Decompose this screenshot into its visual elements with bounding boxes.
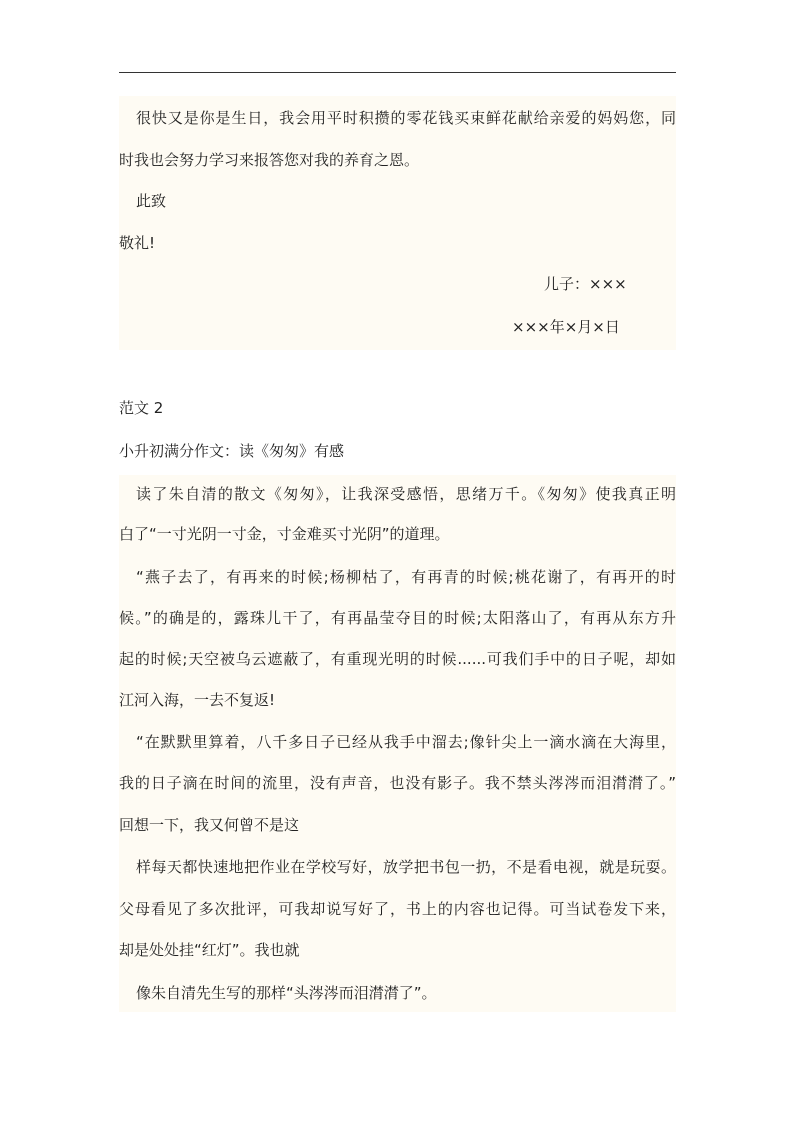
essay-line: 候。”的确是的，露珠儿干了，有再晶莹夺目的时候;太阳落山了，有再从东方升: [119, 609, 676, 627]
essay-line: 样每天都快速地把作业在学校写好，放学把书包一扔，不是看电视，就是玩耍。: [136, 858, 676, 876]
essay-line: 江河入海，一去不复返!: [119, 691, 276, 709]
essay-line: “在默默里算着，八千多日子已经从我手中溜去;像针尖上一滴水滴在大海里，: [136, 733, 676, 751]
letter-salutation: 此致: [136, 192, 167, 210]
essay-line: 我的日子滴在时间的流里，没有声音，也没有影子。我不禁头涔涔而泪潸潸了。”: [119, 774, 676, 792]
essay-title: 小升初满分作文：读《匆匆》有感: [119, 442, 345, 460]
letter-closing: 敬礼!: [119, 234, 156, 252]
essay-line: 父母看见了多次批评，可我却说写好了，书上的内容也记得。可当试卷发下来，: [119, 900, 676, 918]
essay-line: 却是处处挂“红灯”。我也就: [119, 941, 300, 959]
essay-line: 回想一下，我又何曾不是这: [119, 816, 300, 834]
essay-line: “燕子去了，有再来的时候;杨柳枯了，有再青的时候;桃花谢了，有再开的时: [136, 568, 676, 586]
letter-background: [119, 96, 676, 350]
section-label: 范文 2: [119, 399, 164, 417]
essay-line: 起的时候;天空被乌云遮蔽了，有重现光明的时候......可我们手中的日子呢，却如: [119, 650, 676, 668]
letter-signature: 儿子：×××: [544, 275, 627, 293]
header-rule: [119, 72, 676, 73]
essay-line: 白了“一寸光阴一寸金，寸金难买寸光阴”的道理。: [119, 525, 450, 543]
letter-paragraph-line: 时我也会努力学习来报答您对我的养育之恩。: [119, 151, 420, 169]
essay-line: 像朱自清先生写的那样“头涔涔而泪潸潸了”。: [136, 984, 437, 1002]
letter-date: ×××年×月×日: [512, 318, 620, 336]
letter-paragraph-line: 很快又是你是生日，我会用平时积攒的零花钱买束鲜花献给亲爱的妈妈您，同: [136, 109, 676, 127]
essay-line: 读了朱自清的散文《匆匆》，让我深受感悟，思绪万千。《匆匆》使我真正明: [136, 485, 676, 503]
